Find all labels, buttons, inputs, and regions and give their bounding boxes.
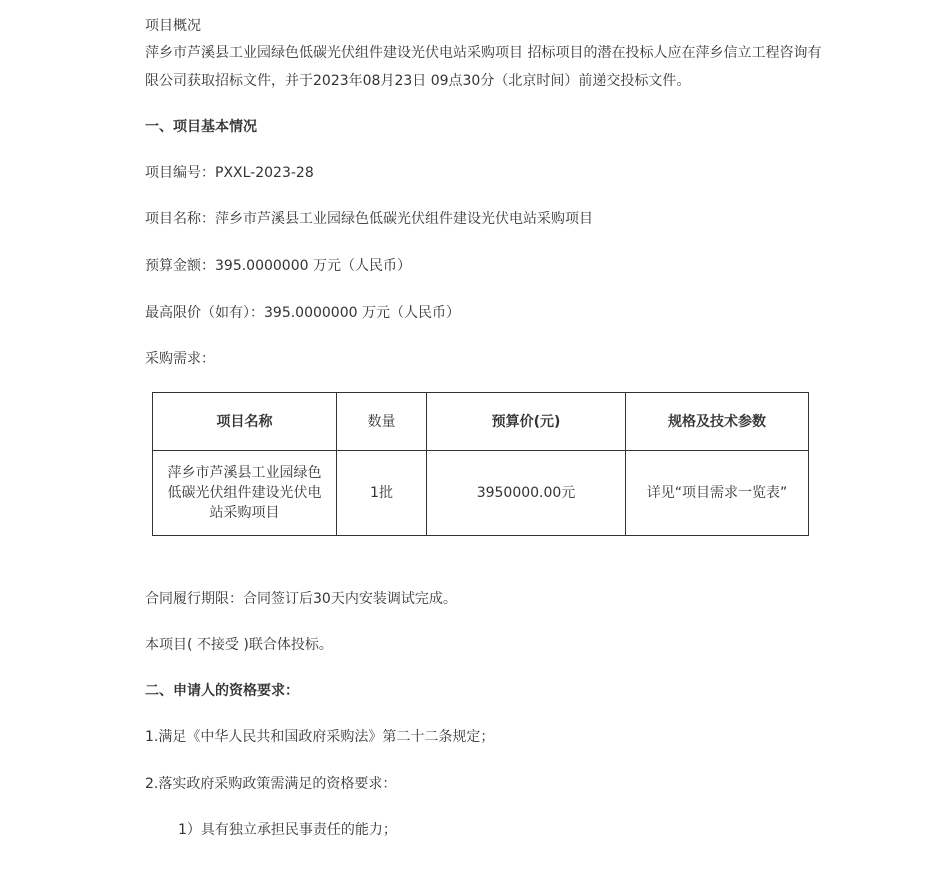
table-header-row bbox=[153, 393, 809, 451]
qualification-item-2-1: 1）具有独立承担民事责任的能力； bbox=[178, 822, 397, 838]
overview-line-2: 限公司获取招标文件，并于2023年08月23日 09点30分（北京时间）前递交投标文件。 bbox=[145, 73, 691, 89]
header-quantity: 数量 bbox=[337, 393, 427, 451]
section-1-title: 一、项目基本情况 bbox=[145, 119, 257, 135]
contract-period: 合同履行期限：合同签订后30天内安装调试完成。 bbox=[145, 591, 457, 607]
project-name: 项目名称：萍乡市芦溪县工业园绿色低碳光伏组件建设光伏电站采购项目 bbox=[145, 211, 593, 227]
overview-heading: 项目概况 bbox=[145, 18, 201, 34]
cell-budget-price: 3950000.00元 bbox=[427, 451, 626, 536]
header-budget-price: 预算价(元) bbox=[427, 393, 626, 451]
consortium-note: 本项目( 不接受 )联合体投标。 bbox=[145, 637, 333, 653]
table-row bbox=[153, 451, 809, 536]
section-2-title: 二、申请人的资格要求： bbox=[145, 683, 299, 699]
header-spec: 规格及技术参数 bbox=[626, 393, 809, 451]
cell-spec: 详见“项目需求一览表” bbox=[626, 451, 809, 536]
overview-line-1: 萍乡市芦溪县工业园绿色低碳光伏组件建设光伏电站采购项目 招标项目的潜在投标人应在萍乡信立工程咨询有 bbox=[145, 45, 822, 61]
project-number: 项目编号：PXXL-2023-28 bbox=[145, 165, 314, 181]
budget-amount: 预算金额：395.0000000 万元（人民币） bbox=[145, 258, 411, 274]
max-price: 最高限价（如有）：395.0000000 万元（人民币） bbox=[145, 305, 460, 321]
requirement-label: 采购需求： bbox=[145, 351, 215, 367]
procurement-table bbox=[152, 392, 809, 536]
cell-quantity: 1批 bbox=[337, 451, 427, 536]
qualification-item-1: 1.满足《中华人民共和国政府采购法》第二十二条规定； bbox=[145, 729, 495, 745]
cell-project-name: 萍乡市芦溪县工业园绿色低碳光伏组件建设光伏电站采购项目 bbox=[153, 451, 337, 536]
header-project-name: 项目名称 bbox=[153, 393, 337, 451]
qualification-item-2: 2.落实政府采购政策需满足的资格要求： bbox=[145, 776, 397, 792]
